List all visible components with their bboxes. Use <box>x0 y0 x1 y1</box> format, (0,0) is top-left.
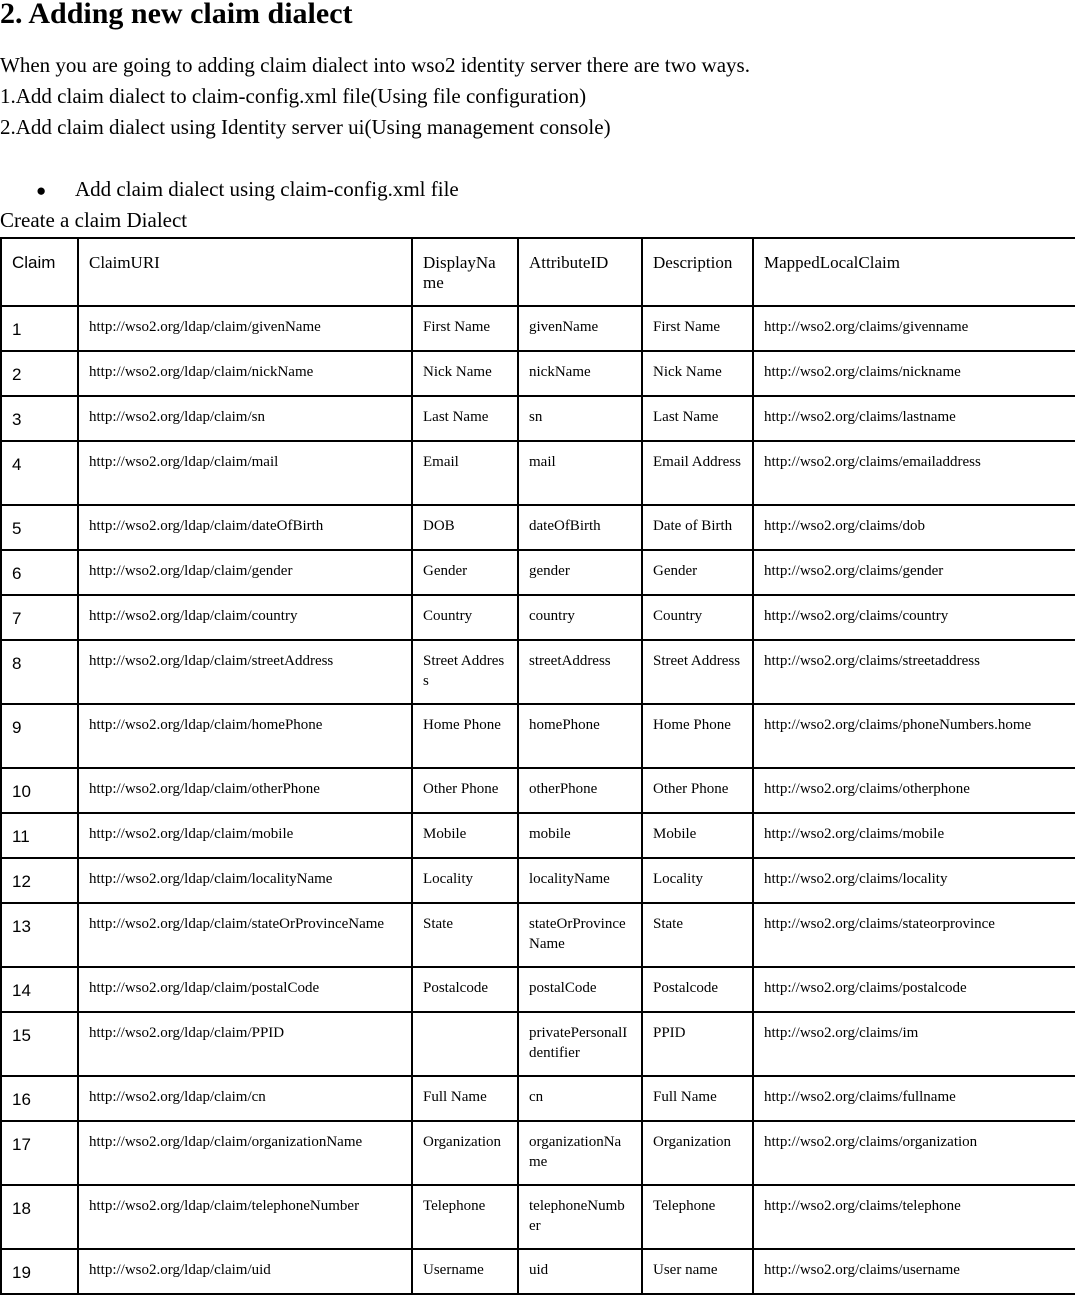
cell-description: Email Address <box>642 441 753 505</box>
cell-display-name: Gender <box>412 550 518 595</box>
cell-display-name: Home Phone <box>412 704 518 768</box>
table-row <box>1 1185 1075 1249</box>
cell-description: Gender <box>642 550 753 595</box>
cell-claim-number: 16 <box>1 1076 78 1121</box>
cell-claim-uri: http://wso2.org/ldap/claim/postalCode <box>78 967 412 1012</box>
cell-display-name: Last Name <box>412 396 518 441</box>
cell-description: Full Name <box>642 1076 753 1121</box>
cell-mapped-local-claim: http://wso2.org/claims/country <box>753 595 1075 640</box>
cell-attribute-id: stateOrProvinceName <box>518 903 642 967</box>
table-row <box>1 967 1075 1012</box>
cell-attribute-id: mobile <box>518 813 642 858</box>
cell-attribute-id: telephoneNumber <box>518 1185 642 1249</box>
cell-display-name: Email <box>412 441 518 505</box>
cell-claim-number: 7 <box>1 595 78 640</box>
cell-attribute-id: postalCode <box>518 967 642 1012</box>
cell-display-name: Nick Name <box>412 351 518 396</box>
column-header-claim-uri: ClaimURI <box>78 238 412 306</box>
cell-mapped-local-claim: http://wso2.org/claims/gender <box>753 550 1075 595</box>
table-row <box>1 1012 1075 1076</box>
cell-claim-number: 3 <box>1 396 78 441</box>
cell-description: Other Phone <box>642 768 753 813</box>
cell-attribute-id: mail <box>518 441 642 505</box>
cell-claim-uri: http://wso2.org/ldap/claim/telephoneNumber <box>78 1185 412 1249</box>
cell-description: User name <box>642 1249 753 1294</box>
cell-mapped-local-claim: http://wso2.org/claims/username <box>753 1249 1075 1294</box>
cell-description: Last Name <box>642 396 753 441</box>
cell-claim-number: 1 <box>1 306 78 351</box>
cell-attribute-id: gender <box>518 550 642 595</box>
cell-mapped-local-claim: http://wso2.org/claims/mobile <box>753 813 1075 858</box>
cell-mapped-local-claim: http://wso2.org/claims/telephone <box>753 1185 1075 1249</box>
cell-attribute-id: privatePersonalIdentifier <box>518 1012 642 1076</box>
cell-description: Mobile <box>642 813 753 858</box>
cell-claim-uri: http://wso2.org/ldap/claim/PPID <box>78 1012 412 1076</box>
cell-mapped-local-claim: http://wso2.org/claims/nickname <box>753 351 1075 396</box>
table-row <box>1 768 1075 813</box>
table-row <box>1 1076 1075 1121</box>
cell-mapped-local-claim: http://wso2.org/claims/fullname <box>753 1076 1075 1121</box>
cell-mapped-local-claim: http://wso2.org/claims/otherphone <box>753 768 1075 813</box>
table-row <box>1 704 1075 768</box>
cell-description: Country <box>642 595 753 640</box>
cell-claim-number: 2 <box>1 351 78 396</box>
table-row <box>1 1249 1075 1294</box>
cell-mapped-local-claim: http://wso2.org/claims/im <box>753 1012 1075 1076</box>
cell-display-name: Full Name <box>412 1076 518 1121</box>
cell-claim-uri: http://wso2.org/ldap/claim/streetAddress <box>78 640 412 704</box>
table-row <box>1 441 1075 505</box>
cell-display-name: Country <box>412 595 518 640</box>
cell-display-name: Mobile <box>412 813 518 858</box>
cell-attribute-id: givenName <box>518 306 642 351</box>
cell-description: Home Phone <box>642 704 753 768</box>
cell-description: PPID <box>642 1012 753 1076</box>
cell-description: Postalcode <box>642 967 753 1012</box>
cell-display-name: Telephone <box>412 1185 518 1249</box>
cell-attribute-id: nickName <box>518 351 642 396</box>
cell-claim-uri: http://wso2.org/ldap/claim/organizationName <box>78 1121 412 1185</box>
cell-display-name: First Name <box>412 306 518 351</box>
cell-mapped-local-claim: http://wso2.org/claims/streetaddress <box>753 640 1075 704</box>
bullet-text: Add claim dialect using claim-config.xml file <box>75 177 459 201</box>
cell-claim-number: 19 <box>1 1249 78 1294</box>
cell-claim-uri: http://wso2.org/ldap/claim/gender <box>78 550 412 595</box>
bullet-item <box>36 177 459 203</box>
cell-claim-uri: http://wso2.org/ldap/claim/dateOfBirth <box>78 505 412 550</box>
intro-way-1: 1.Add claim dialect to claim-config.xml file(Using file configuration) <box>0 84 587 108</box>
table-row <box>1 306 1075 351</box>
table-row <box>1 813 1075 858</box>
cell-attribute-id: homePhone <box>518 704 642 768</box>
cell-claim-uri: http://wso2.org/ldap/claim/mail <box>78 441 412 505</box>
cell-mapped-local-claim: http://wso2.org/claims/emailaddress <box>753 441 1075 505</box>
cell-mapped-local-claim: http://wso2.org/claims/dob <box>753 505 1075 550</box>
table-row <box>1 351 1075 396</box>
cell-display-name: Username <box>412 1249 518 1294</box>
table-row <box>1 903 1075 967</box>
table-row <box>1 640 1075 704</box>
cell-claim-number: 15 <box>1 1012 78 1076</box>
cell-claim-uri: http://wso2.org/ldap/claim/country <box>78 595 412 640</box>
cell-description: First Name <box>642 306 753 351</box>
cell-claim-uri: http://wso2.org/ldap/claim/nickName <box>78 351 412 396</box>
cell-claim-uri: http://wso2.org/ldap/claim/mobile <box>78 813 412 858</box>
cell-claim-number: 8 <box>1 640 78 704</box>
cell-description: State <box>642 903 753 967</box>
cell-mapped-local-claim: http://wso2.org/claims/stateorprovince <box>753 903 1075 967</box>
cell-display-name: Locality <box>412 858 518 903</box>
cell-display-name: Postalcode <box>412 967 518 1012</box>
cell-claim-number: 18 <box>1 1185 78 1249</box>
cell-claim-uri: http://wso2.org/ldap/claim/uid <box>78 1249 412 1294</box>
table-row <box>1 505 1075 550</box>
claims-table <box>0 237 1075 1295</box>
cell-claim-uri: http://wso2.org/ldap/claim/localityName <box>78 858 412 903</box>
cell-display-name: Organization <box>412 1121 518 1185</box>
column-header-mapped-local-claim: MappedLocalClaim <box>753 238 1075 306</box>
cell-mapped-local-claim: http://wso2.org/claims/phoneNumbers.home <box>753 704 1075 768</box>
cell-claim-number: 17 <box>1 1121 78 1185</box>
cell-description: Locality <box>642 858 753 903</box>
cell-mapped-local-claim: http://wso2.org/claims/organization <box>753 1121 1075 1185</box>
column-header-attribute-id: AttributeID <box>518 238 642 306</box>
cell-claim-uri: http://wso2.org/ldap/claim/givenName <box>78 306 412 351</box>
column-header-display-name: DisplayName <box>412 238 518 306</box>
cell-display-name: DOB <box>412 505 518 550</box>
cell-description: Street Address <box>642 640 753 704</box>
cell-mapped-local-claim: http://wso2.org/claims/postalcode <box>753 967 1075 1012</box>
cell-display-name <box>412 1012 518 1076</box>
cell-claim-number: 6 <box>1 550 78 595</box>
cell-claim-number: 10 <box>1 768 78 813</box>
cell-mapped-local-claim: http://wso2.org/claims/lastname <box>753 396 1075 441</box>
cell-claim-number: 11 <box>1 813 78 858</box>
cell-display-name: State <box>412 903 518 967</box>
cell-claim-uri: http://wso2.org/ldap/claim/cn <box>78 1076 412 1121</box>
intro-way-2: 2.Add claim dialect using Identity server ui(Using management console) <box>0 115 611 139</box>
cell-description: Organization <box>642 1121 753 1185</box>
table-row <box>1 550 1075 595</box>
table-row <box>1 595 1075 640</box>
bullet-icon: ● <box>36 181 47 200</box>
cell-attribute-id: country <box>518 595 642 640</box>
cell-attribute-id: dateOfBirth <box>518 505 642 550</box>
intro-paragraph: When you are going to adding claim dialect into wso2 identity server there are two ways. <box>0 53 750 77</box>
cell-mapped-local-claim: http://wso2.org/claims/givenname <box>753 306 1075 351</box>
cell-attribute-id: cn <box>518 1076 642 1121</box>
cell-claim-number: 14 <box>1 967 78 1012</box>
column-header-description: Description <box>642 238 753 306</box>
cell-claim-number: 4 <box>1 441 78 505</box>
page-title: 2. Adding new claim dialect <box>0 0 353 30</box>
cell-attribute-id: localityName <box>518 858 642 903</box>
cell-claim-uri: http://wso2.org/ldap/claim/stateOrProvinceName <box>78 903 412 967</box>
cell-display-name: Other Phone <box>412 768 518 813</box>
table-header-row <box>1 238 1075 306</box>
table-row <box>1 396 1075 441</box>
cell-description: Telephone <box>642 1185 753 1249</box>
column-header-claim: Claim <box>1 238 78 306</box>
cell-claim-uri: http://wso2.org/ldap/claim/homePhone <box>78 704 412 768</box>
cell-description: Nick Name <box>642 351 753 396</box>
table-row <box>1 858 1075 903</box>
cell-claim-number: 12 <box>1 858 78 903</box>
cell-attribute-id: sn <box>518 396 642 441</box>
table-row <box>1 1121 1075 1185</box>
cell-attribute-id: uid <box>518 1249 642 1294</box>
cell-claim-number: 13 <box>1 903 78 967</box>
cell-claim-number: 5 <box>1 505 78 550</box>
cell-attribute-id: otherPhone <box>518 768 642 813</box>
cell-claim-number: 9 <box>1 704 78 768</box>
cell-mapped-local-claim: http://wso2.org/claims/locality <box>753 858 1075 903</box>
cell-attribute-id: streetAddress <box>518 640 642 704</box>
table-caption: Create a claim Dialect <box>0 208 188 232</box>
cell-display-name: Street Address <box>412 640 518 704</box>
cell-attribute-id: organizationName <box>518 1121 642 1185</box>
cell-claim-uri: http://wso2.org/ldap/claim/sn <box>78 396 412 441</box>
cell-claim-uri: http://wso2.org/ldap/claim/otherPhone <box>78 768 412 813</box>
cell-description: Date of Birth <box>642 505 753 550</box>
